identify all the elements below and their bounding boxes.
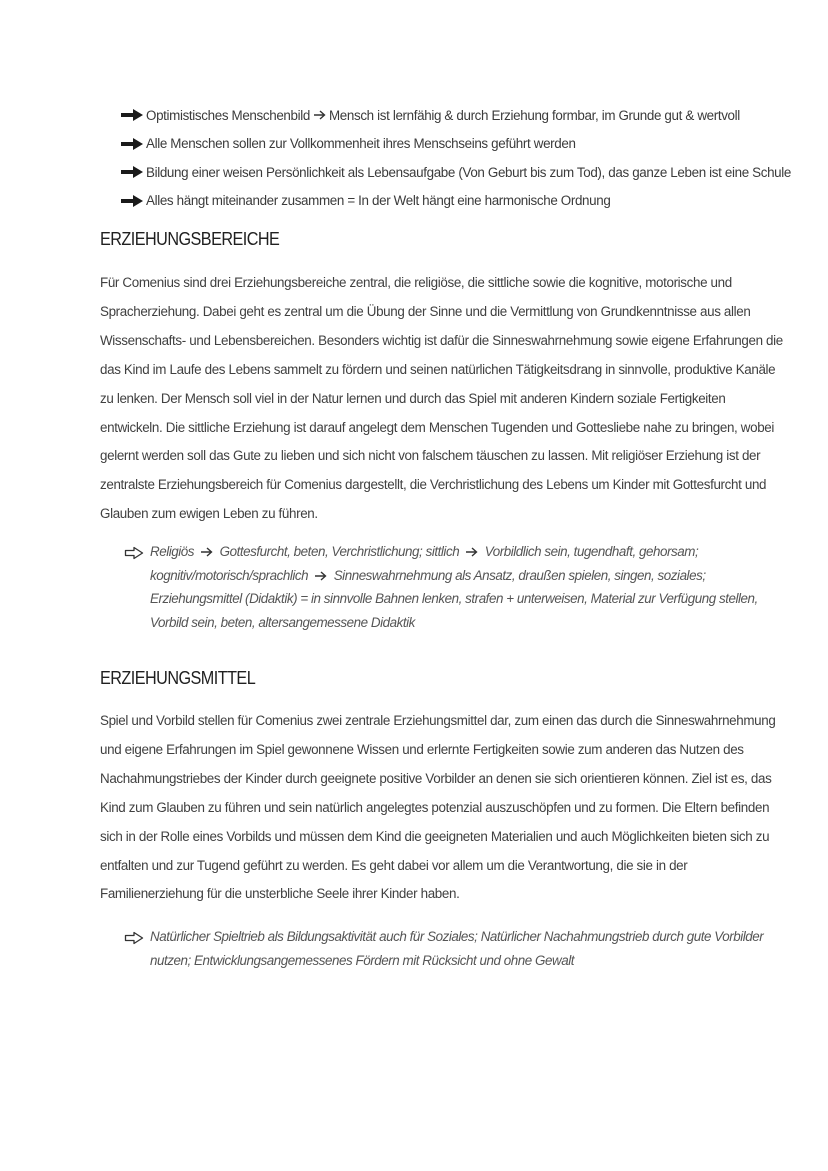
bullet-text: Bildung einer weisen Persönlichkeit als Lebensaufgabe (Von Geburt bis zum Tod), das ganze Leben ist eine Schule bbox=[146, 164, 792, 180]
summary-line bbox=[150, 540, 758, 564]
paragraph-line: Spracherziehung. Dabei geht es zentral um die Übung der Sinne und die Vermittlung von Grundkenntnisse aus allen bbox=[100, 303, 751, 319]
paragraph-line: Kind zum Glauben zu führen und sein natürlich angelegtes potenzial auszuschöpfen und zu formen. Die Eltern befinden bbox=[100, 799, 770, 815]
summary-text: kognitiv/motorisch/sprachlich bbox=[150, 567, 309, 583]
summary-text: Religiös bbox=[150, 544, 195, 559]
hollow-arrow-right-icon bbox=[124, 546, 144, 560]
section-paragraph-erziehungsbereiche bbox=[100, 269, 783, 529]
summary-line: Vorbild sein, beten, altersangemessene Didaktik bbox=[150, 614, 415, 630]
summary-text: Gottesfurcht, beten, Verchristlichung; sittlich bbox=[219, 544, 460, 559]
bullet-item bbox=[120, 187, 820, 216]
summary-line: Natürlicher Spieltrieb als Bildungsaktivität auch für Soziales; Natürlicher Nachahmungstrieb durch gute Vorbilder bbox=[150, 929, 764, 944]
hollow-arrow-right-icon bbox=[124, 931, 144, 945]
paragraph-line: Familienerziehung für die unsterbliche Seele ihrer Kinder haben. bbox=[100, 886, 460, 902]
section-heading-erziehungsmittel: ERZIEHUNGSMITTEL bbox=[100, 668, 256, 688]
paragraph-line: Spiel und Vorbild stellen für Comenius zwei zentrale Erziehungsmittel dar, zum einen das durch die Sinneswahrnehmung bbox=[100, 713, 776, 728]
bullet-list bbox=[120, 101, 820, 215]
arrow-right-icon bbox=[200, 547, 213, 557]
summary-text: Vorbildlich sein, tugendhaft, gehorsam; bbox=[484, 544, 699, 559]
paragraph-line: das Kind im Laufe des Lebens sammelt zu fördern und seinen natürlichen Tätigkeitsdrang in sinnvolle, produktive Kanäle bbox=[100, 361, 776, 377]
section-paragraph-erziehungsmittel bbox=[100, 707, 776, 909]
paragraph-line: Wissenschafts- und Lebensbereichen. Besonders wichtig ist dafür die Sinneswahrnehmung sowie eigene Erfahrungen die bbox=[100, 332, 783, 348]
paragraph-line: zu lenken. Der Mensch soll viel in der Natur lernen und durch das Spiel mit anderen Kindern soziale Fertigkeiten bbox=[100, 390, 726, 406]
paragraph-line: gelernt werden soll das Gute zu lieben und sich nicht von falschem täuschen zu lassen. Mit religiöser Erziehung ist der bbox=[100, 448, 761, 464]
section-summary-erziehungsbereiche bbox=[124, 540, 804, 634]
arrow-right-icon bbox=[120, 108, 144, 122]
paragraph-line: zentralste Erziehungsbereich für Comenius dargestellt, die Verchristlichung des Lebens um Kinder mit Gottesfurcht und bbox=[100, 477, 767, 493]
arrow-right-icon bbox=[120, 137, 144, 151]
bullet-item bbox=[120, 101, 820, 130]
bullet-text: Alles hängt miteinander zusammen = In der Welt hängt eine harmonische Ordnung bbox=[146, 193, 611, 209]
arrow-right-icon bbox=[313, 110, 326, 120]
bullet-text: Mensch ist lernfähig & durch Erziehung formbar, im Grunde gut & wertvoll bbox=[328, 107, 740, 123]
arrow-right-icon bbox=[314, 571, 327, 581]
paragraph-line: Nachahmungstriebes der Kinder durch geeignete positive Vorbilder an denen sie sich orientieren können. Ziel ist es, das bbox=[100, 770, 772, 786]
summary-line: Erziehungsmittel (Didaktik) = in sinnvolle Bahnen lenken, strafen + unterweisen, Material zur Verfügung stellen, bbox=[150, 591, 758, 607]
arrow-right-icon bbox=[120, 165, 144, 179]
paragraph-line: und eigene Erfahrungen im Spiel gewonnene Wissen und erlernte Fertigkeiten sowie zum anderen das Nutzen des bbox=[100, 741, 744, 757]
paragraph-line: Für Comenius sind drei Erziehungsbereiche zentral, die religiöse, die sittliche sowie die kognitive, motorische und bbox=[100, 275, 732, 290]
bullet-item bbox=[120, 130, 820, 159]
paragraph-line: Glauben zum ewigen Leben zu führen. bbox=[100, 506, 318, 522]
summary-line bbox=[150, 564, 758, 588]
arrow-right-icon bbox=[465, 547, 478, 557]
summary-line: nutzen; Entwicklungsangemessenes Fördern mit Rücksicht und ohne Gewalt bbox=[150, 952, 575, 968]
section-summary-erziehungsmittel bbox=[124, 925, 804, 972]
paragraph-line: entwickeln. Die sittliche Erziehung ist darauf angelegt dem Menschen Tugenden und Gottesliebe nahe zu bringen, wobei bbox=[100, 419, 775, 435]
paragraph-line: entfalten und zur Tugend geführt zu werden. Es geht dabei vor allem um die Verantwortung, die sie in der bbox=[100, 857, 688, 873]
paragraph-line: sich in der Rolle eines Vorbilds und müssen dem Kind die geeigneten Materialien und auch Möglichkeiten bieten sich zu bbox=[100, 828, 770, 844]
summary-text: Sinneswahrnehmung als Ansatz, draußen spielen, singen, soziales; bbox=[333, 567, 706, 583]
bullet-item bbox=[120, 158, 820, 187]
bullet-text: Alle Menschen sollen zur Vollkommenheit ihres Menschseins geführt werden bbox=[146, 136, 576, 152]
arrow-right-icon bbox=[120, 194, 144, 208]
bullet-text: Optimistisches Menschenbild bbox=[146, 107, 310, 123]
section-heading-erziehungsbereiche: ERZIEHUNGSBEREICHE bbox=[100, 229, 280, 249]
